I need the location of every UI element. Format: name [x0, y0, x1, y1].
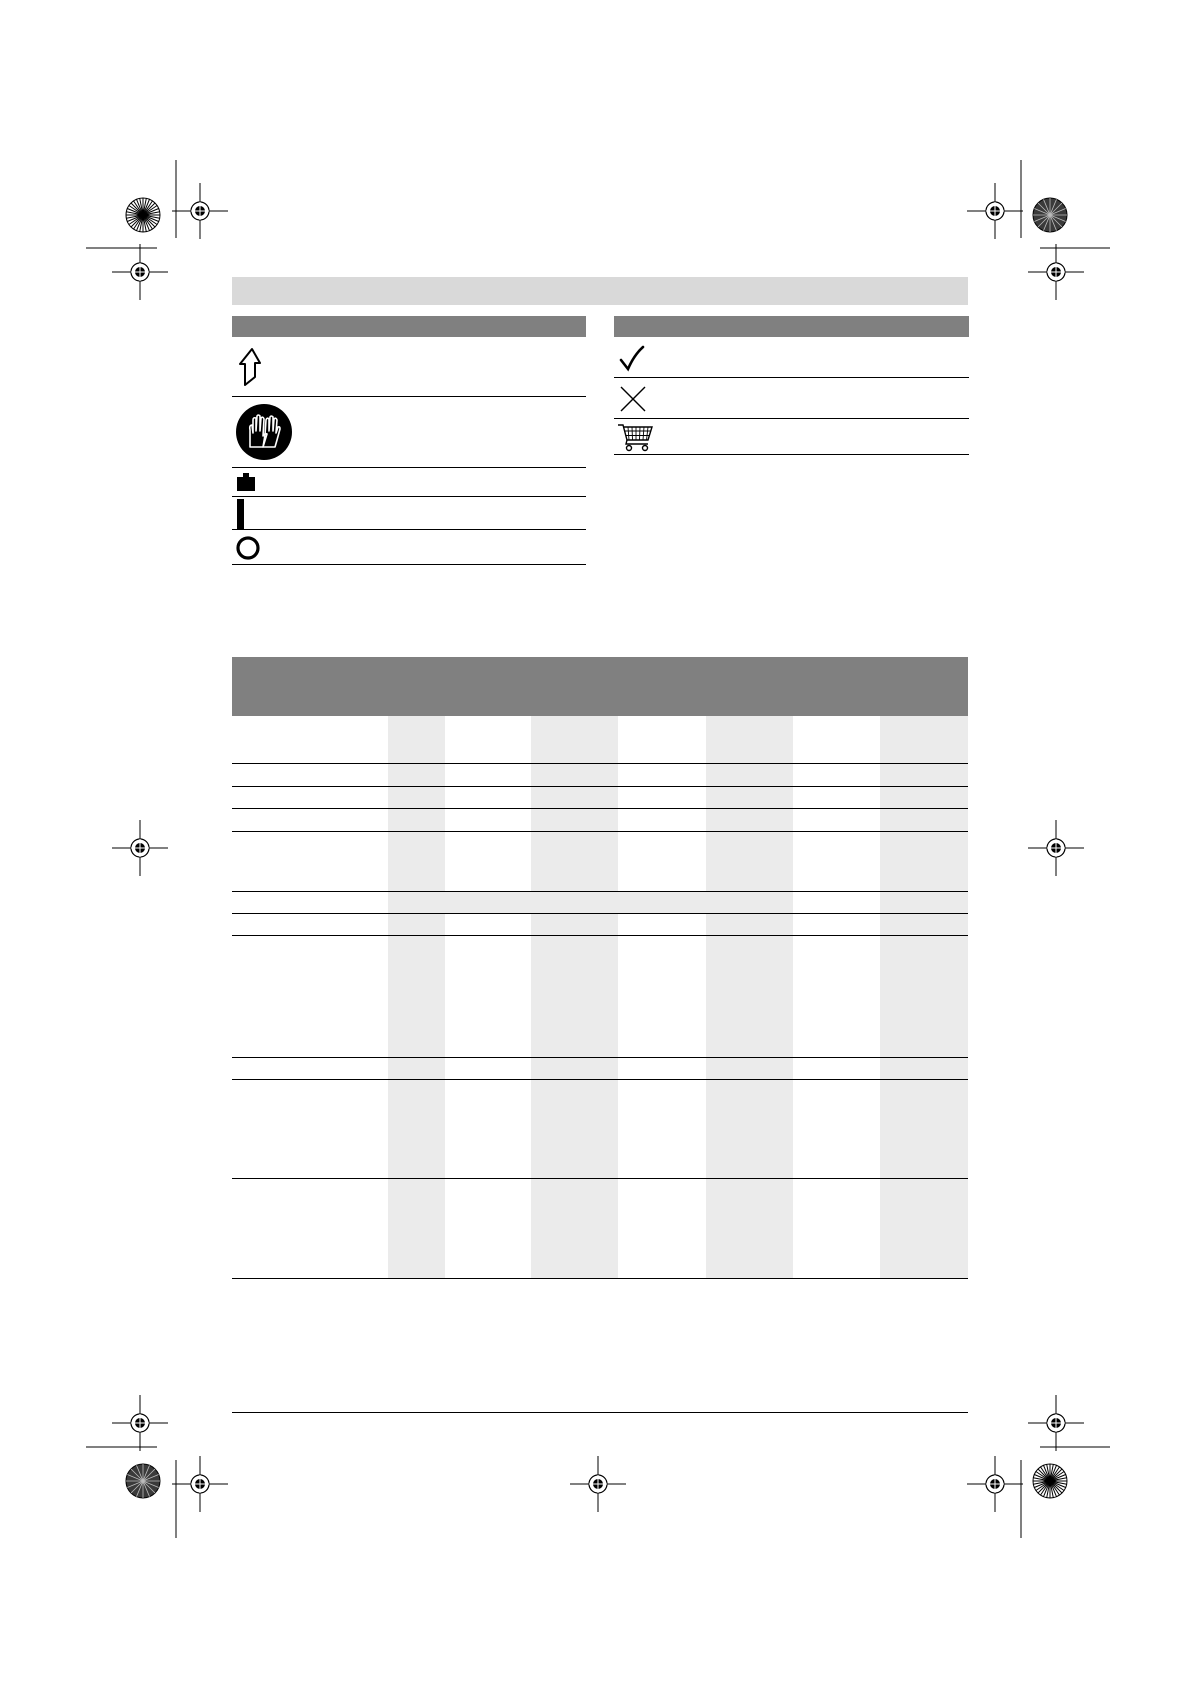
- table-merged-row-shade: [388, 891, 793, 913]
- table-column-shade: [531, 716, 618, 1278]
- arrow-up-outline-icon: [236, 347, 264, 387]
- shopping-cart-icon: [617, 422, 655, 452]
- table-row-divider: [232, 1079, 968, 1080]
- symbol-row: [232, 530, 587, 564]
- symbol-row: [232, 337, 587, 396]
- table-row-divider: [232, 1278, 968, 1279]
- symbols-left-heading-bar: [232, 316, 586, 337]
- table-row-divider: [232, 763, 968, 764]
- symbols-right-heading-bar: [614, 316, 969, 337]
- table-row-divider: [232, 1057, 968, 1058]
- cross-icon: [618, 384, 648, 414]
- symbol-row: [232, 468, 587, 496]
- table-column-shade: [388, 716, 445, 1278]
- table-row-divider: [232, 808, 968, 809]
- table-row-divider: [232, 913, 968, 914]
- bar-icon: [236, 499, 248, 529]
- table-row-divider: [232, 786, 968, 787]
- table-row-divider: [232, 831, 968, 832]
- weight-icon: [236, 472, 256, 492]
- table-header: [232, 657, 968, 716]
- symbol-row: [232, 397, 587, 467]
- symbol-row: [614, 378, 969, 418]
- page-header-band: [232, 277, 968, 305]
- table-row-divider: [232, 891, 968, 892]
- divider: [232, 564, 586, 565]
- divider: [614, 454, 969, 455]
- wear-gloves-icon: [235, 403, 293, 461]
- table-row-divider: [232, 1178, 968, 1179]
- circle-icon: [235, 535, 261, 561]
- symbol-row: [614, 337, 969, 377]
- table-column-shade: [880, 716, 968, 1278]
- checkmark-icon: [618, 345, 646, 373]
- symbol-row: [232, 497, 587, 529]
- table-column-shade: [706, 716, 793, 1278]
- symbol-row: [614, 419, 969, 454]
- table-row-divider: [232, 935, 968, 936]
- footer-rule: [232, 1412, 968, 1413]
